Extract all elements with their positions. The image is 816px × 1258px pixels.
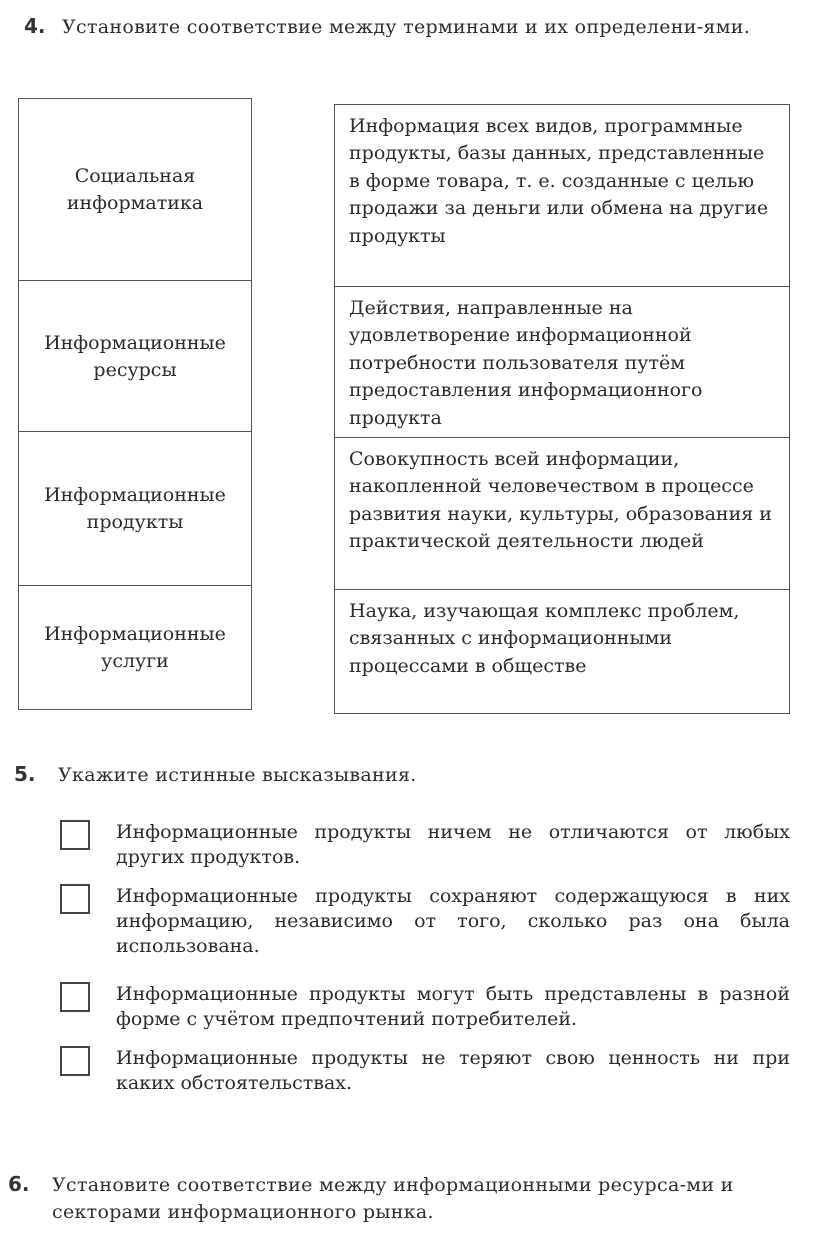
term-information-products: Информационные продукты (19, 431, 251, 586)
option-1-text: Информационные продукты ничем не отличаются от любых других продуктов. (116, 821, 790, 868)
definition-1: Информация всех видов, программные продукты, базы данных, представленные в форме товара, т. е. созданные с целью продажи за деньги или обмена на другие продукты (349, 115, 769, 247)
question-5-text: Укажите истинные высказывания. (58, 764, 417, 786)
option-4-text: Информационные продукты не теряют свою ценность ни при каких обстоятельствах. (116, 1047, 790, 1094)
checkbox-4[interactable] (60, 1046, 90, 1076)
question-6-number: 6. (8, 1172, 30, 1196)
question-4-number: 4. (24, 14, 46, 38)
term-information-services: Информационные услуги (19, 585, 251, 710)
question-6-text: Установите соответствие между информационными ресурса-ми и секторами информационного рынка. (52, 1174, 734, 1223)
definition-3: Совокупность всей информации, накопленной человечеством в процессе развития науки, культуры, образования и практической деятельности людей (335, 437, 789, 589)
definitions-column (334, 104, 790, 714)
checkbox-1[interactable] (60, 820, 90, 850)
checkbox-2[interactable] (60, 884, 90, 914)
option-3-text: Информационные продукты могут быть представлены в разной форме с учётом предпочтений потребителей. (116, 983, 790, 1030)
term-information-resources: Информационные ресурсы (19, 280, 251, 432)
definition-4: Наука, изучающая комплекс проблем, связанных с информационными процессами в обществе (335, 589, 789, 713)
option-2-text: Информационные продукты сохраняют содержащуюся в них информацию, независимо от того, сколько раз она была использована. (116, 885, 790, 957)
option-4[interactable] (60, 1046, 790, 1126)
option-2[interactable] (60, 884, 790, 964)
checkbox-3[interactable] (60, 982, 90, 1012)
question-5-number: 5. (14, 762, 36, 786)
terms-column (18, 98, 252, 710)
question-4-text: Установите соответствие между терминами и их определени-ями. (62, 16, 751, 38)
term-social-informatics: Социальная информатика (66, 164, 204, 214)
definition-2: Действия, направленные на удовлетворение информационной потребности пользователя путём предоставления информационного продукта (335, 286, 789, 437)
